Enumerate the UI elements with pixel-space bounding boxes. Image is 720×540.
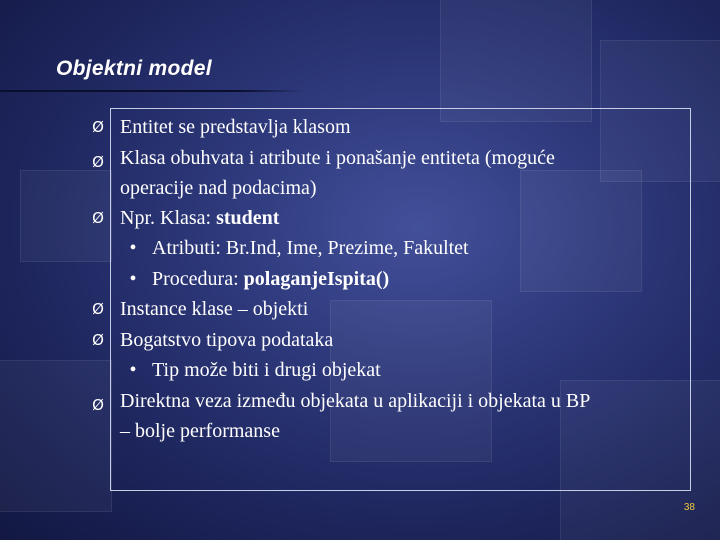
list-item (78, 264, 690, 295)
title-underline (0, 90, 305, 92)
list-item (78, 143, 690, 203)
list-item (78, 294, 690, 325)
arrow-bullet-icon: Ø (92, 152, 104, 171)
slide-number: 38 (683, 502, 695, 513)
list-item (78, 112, 690, 143)
list-item (78, 325, 690, 356)
item-text: Entitet se predstavlja klasom (120, 116, 351, 138)
item-text-line: – bolje performanse (120, 419, 280, 442)
list-item (78, 386, 690, 446)
arrow-bullet-icon: Ø (92, 208, 104, 227)
arrow-bullet-icon: Ø (92, 395, 104, 414)
arrow-bullet-icon: Ø (92, 300, 104, 318)
dot-bullet-icon: • (129, 359, 137, 381)
item-text-line: Direktna veza između objekata u aplikaciji i objekata u BP (120, 389, 591, 412)
list-item (78, 203, 690, 234)
arrow-bullet-icon: Ø (92, 330, 104, 349)
item-text: Atributi: Br.Ind, Ime, Prezime, Fakultet (152, 237, 469, 259)
item-text: Procedura: (152, 267, 244, 290)
item-text-line: Klasa obuhvata i atribute i ponašanje entiteta (moguće (120, 146, 555, 169)
bullet-list (78, 112, 690, 446)
arrow-bullet-icon: Ø (92, 118, 104, 136)
dot-bullet-icon: • (129, 237, 137, 259)
list-item (78, 355, 690, 386)
item-text: Tip može biti i drugi objekat (152, 359, 381, 381)
class-name: student (216, 206, 280, 229)
background-square (440, 0, 592, 122)
item-text: Instance klase – objekti (120, 298, 309, 320)
slide-title: Objektni model (56, 57, 212, 80)
item-text: Bogatstvo tipova podataka (120, 328, 334, 351)
dot-bullet-icon: • (129, 267, 137, 290)
item-text-line: operacije nad podacima) (120, 176, 317, 199)
procedure-name: polaganjeIspita() (243, 267, 390, 290)
list-item (78, 233, 690, 264)
item-text: Npr. Klasa: (120, 206, 217, 229)
